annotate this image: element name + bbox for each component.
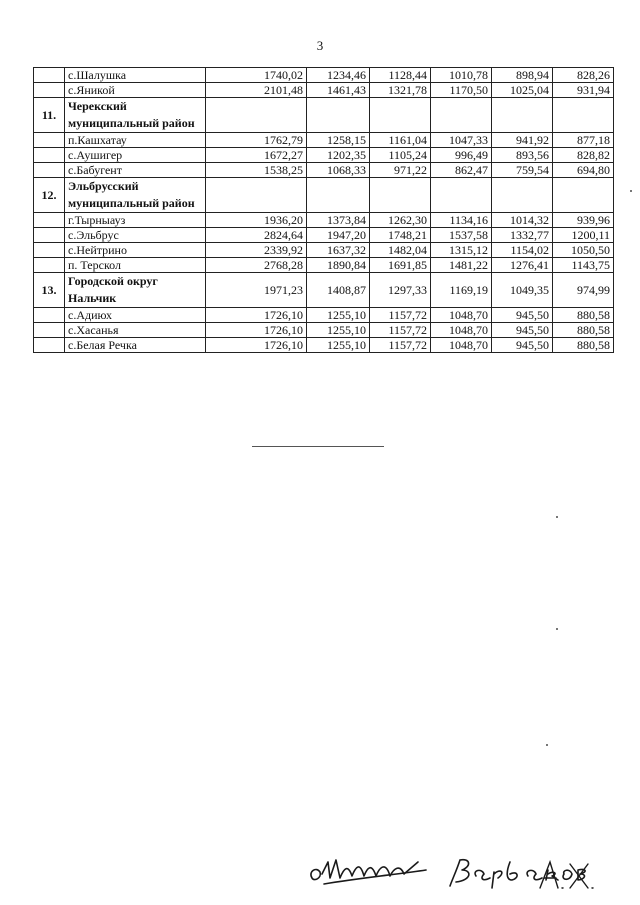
settlement-row xyxy=(34,258,614,273)
row-number: 12. xyxy=(34,178,65,213)
value-cell-2 xyxy=(307,178,370,213)
district-name: Черекский муниципальный район xyxy=(65,98,206,133)
value-cell-1: 1726,10 xyxy=(206,323,307,338)
value-cell-3: 1748,21 xyxy=(370,228,431,243)
value-cell-3 xyxy=(370,178,431,213)
value-cell-6 xyxy=(553,178,614,213)
value-cell-5: 1276,41 xyxy=(492,258,553,273)
row-number xyxy=(34,338,65,353)
value-cell-3: 1157,72 xyxy=(370,323,431,338)
value-cell-3: 1321,78 xyxy=(370,83,431,98)
value-cell-6: 880,58 xyxy=(553,308,614,323)
row-number xyxy=(34,258,65,273)
value-cell-1: 1538,25 xyxy=(206,163,307,178)
value-cell-2: 1947,20 xyxy=(307,228,370,243)
value-cell-1 xyxy=(206,98,307,133)
district-row xyxy=(34,178,614,213)
settlement-name: г.Тырныауз xyxy=(65,213,206,228)
page-number: 3 xyxy=(316,38,324,53)
settlement-row xyxy=(34,83,614,98)
value-cell-4: 1134,16 xyxy=(431,213,492,228)
table-body xyxy=(34,68,614,353)
value-cell-4: 1047,33 xyxy=(431,133,492,148)
settlement-row xyxy=(34,163,614,178)
separator-line xyxy=(252,446,384,447)
value-cell-1: 2768,28 xyxy=(206,258,307,273)
value-cell-2: 1068,33 xyxy=(307,163,370,178)
value-cell-4: 1481,22 xyxy=(431,258,492,273)
settlement-name: с.Нейтрино xyxy=(65,243,206,258)
value-cell-6: 931,94 xyxy=(553,83,614,98)
value-cell-4: 1169,19 xyxy=(431,273,492,308)
value-cell-1: 1936,20 xyxy=(206,213,307,228)
value-cell-5: 898,94 xyxy=(492,68,553,83)
row-number xyxy=(34,228,65,243)
value-cell-4: 1170,50 xyxy=(431,83,492,98)
value-cell-1: 1726,10 xyxy=(206,338,307,353)
value-cell-1: 1762,79 xyxy=(206,133,307,148)
row-number xyxy=(34,243,65,258)
value-cell-1: 1672,27 xyxy=(206,148,307,163)
signature xyxy=(300,848,600,893)
value-cell-3: 1262,30 xyxy=(370,213,431,228)
row-number xyxy=(34,213,65,228)
value-cell-2: 1255,10 xyxy=(307,323,370,338)
value-cell-5: 1014,32 xyxy=(492,213,553,228)
district-name: Эльбрусский муниципальный район xyxy=(65,178,206,213)
value-cell-2: 1408,87 xyxy=(307,273,370,308)
value-cell-2: 1255,10 xyxy=(307,338,370,353)
settlement-row xyxy=(34,228,614,243)
value-cell-6: 1200,11 xyxy=(553,228,614,243)
settlement-row xyxy=(34,133,614,148)
value-cell-1: 1971,23 xyxy=(206,273,307,308)
value-cell-2: 1258,15 xyxy=(307,133,370,148)
value-cell-5: 1025,04 xyxy=(492,83,553,98)
value-cell-3: 1128,44 xyxy=(370,68,431,83)
value-cell-6: 1143,75 xyxy=(553,258,614,273)
row-number xyxy=(34,133,65,148)
district-row xyxy=(34,273,614,308)
value-cell-4: 1537,58 xyxy=(431,228,492,243)
value-cell-2: 1234,46 xyxy=(307,68,370,83)
value-cell-3: 1482,04 xyxy=(370,243,431,258)
settlement-row xyxy=(34,213,614,228)
district-name: Городской округ Нальчик xyxy=(65,273,206,308)
value-cell-1: 2824,64 xyxy=(206,228,307,243)
value-cell-2: 1373,84 xyxy=(307,213,370,228)
settlement-name: с.Белая Речка xyxy=(65,338,206,353)
value-cell-5: 941,92 xyxy=(492,133,553,148)
value-cell-5: 945,50 xyxy=(492,338,553,353)
value-cell-4: 1048,70 xyxy=(431,323,492,338)
value-cell-3 xyxy=(370,98,431,133)
value-cell-4 xyxy=(431,98,492,133)
settlement-name: п. Терскол xyxy=(65,258,206,273)
settlement-name: с.Эльбрус xyxy=(65,228,206,243)
value-cell-6: 1050,50 xyxy=(553,243,614,258)
scan-speck xyxy=(556,628,558,630)
value-cell-3: 1157,72 xyxy=(370,338,431,353)
value-cell-1: 1726,10 xyxy=(206,308,307,323)
value-cell-5 xyxy=(492,98,553,133)
settlement-row xyxy=(34,323,614,338)
value-cell-6: 694,80 xyxy=(553,163,614,178)
value-cell-2: 1202,35 xyxy=(307,148,370,163)
value-cell-5 xyxy=(492,178,553,213)
settlement-row xyxy=(34,148,614,163)
settlement-row xyxy=(34,68,614,83)
value-cell-5: 945,50 xyxy=(492,323,553,338)
value-cell-3: 971,22 xyxy=(370,163,431,178)
value-cell-1: 1740,02 xyxy=(206,68,307,83)
settlement-row xyxy=(34,338,614,353)
row-number: 11. xyxy=(34,98,65,133)
value-cell-6: 828,82 xyxy=(553,148,614,163)
settlement-name: с.Шалушка xyxy=(65,68,206,83)
value-cell-4: 996,49 xyxy=(431,148,492,163)
settlement-name: п.Кашхатау xyxy=(65,133,206,148)
settlement-name: с.Адиюх xyxy=(65,308,206,323)
value-cell-2 xyxy=(307,98,370,133)
value-cell-5: 1332,77 xyxy=(492,228,553,243)
value-cell-5: 893,56 xyxy=(492,148,553,163)
value-cell-4: 1010,78 xyxy=(431,68,492,83)
value-cell-2: 1461,43 xyxy=(307,83,370,98)
value-cell-4 xyxy=(431,178,492,213)
value-cell-4: 1048,70 xyxy=(431,338,492,353)
tariff-table xyxy=(33,67,614,353)
settlement-name: с.Бабугент xyxy=(65,163,206,178)
value-cell-6: 877,18 xyxy=(553,133,614,148)
value-cell-3: 1161,04 xyxy=(370,133,431,148)
row-number xyxy=(34,323,65,338)
value-cell-3: 1691,85 xyxy=(370,258,431,273)
scan-speck xyxy=(556,516,558,518)
value-cell-4: 1048,70 xyxy=(431,308,492,323)
value-cell-5: 945,50 xyxy=(492,308,553,323)
value-cell-5: 1049,35 xyxy=(492,273,553,308)
value-cell-6: 880,58 xyxy=(553,323,614,338)
row-number xyxy=(34,163,65,178)
settlement-name: с.Яникой xyxy=(65,83,206,98)
value-cell-5: 1154,02 xyxy=(492,243,553,258)
settlement-name: с.Хасанья xyxy=(65,323,206,338)
row-number xyxy=(34,308,65,323)
settlement-row xyxy=(34,308,614,323)
value-cell-3: 1157,72 xyxy=(370,308,431,323)
value-cell-2: 1255,10 xyxy=(307,308,370,323)
district-row xyxy=(34,98,614,133)
row-number xyxy=(34,148,65,163)
value-cell-6: 939,96 xyxy=(553,213,614,228)
value-cell-6: 974,99 xyxy=(553,273,614,308)
value-cell-1: 2101,48 xyxy=(206,83,307,98)
value-cell-2: 1637,32 xyxy=(307,243,370,258)
value-cell-3: 1297,33 xyxy=(370,273,431,308)
row-number xyxy=(34,68,65,83)
value-cell-6: 880,58 xyxy=(553,338,614,353)
value-cell-6 xyxy=(553,98,614,133)
row-number: 13. xyxy=(34,273,65,308)
settlement-name: с.Аушигер xyxy=(65,148,206,163)
value-cell-2: 1890,84 xyxy=(307,258,370,273)
scan-speck xyxy=(546,744,548,746)
settlement-row xyxy=(34,243,614,258)
value-cell-6: 828,26 xyxy=(553,68,614,83)
value-cell-5: 759,54 xyxy=(492,163,553,178)
row-number xyxy=(34,83,65,98)
value-cell-4: 862,47 xyxy=(431,163,492,178)
value-cell-4: 1315,12 xyxy=(431,243,492,258)
value-cell-1 xyxy=(206,178,307,213)
scan-speck xyxy=(630,190,632,192)
value-cell-3: 1105,24 xyxy=(370,148,431,163)
value-cell-1: 2339,92 xyxy=(206,243,307,258)
